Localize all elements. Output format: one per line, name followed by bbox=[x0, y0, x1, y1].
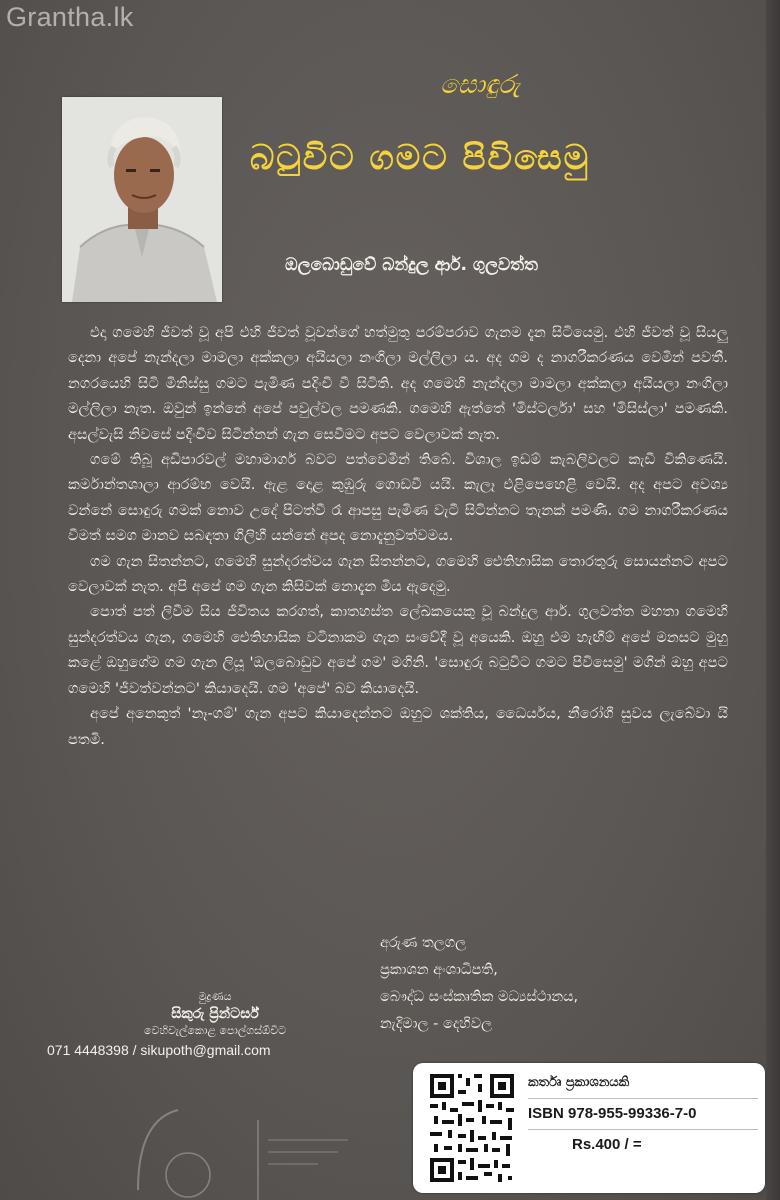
printer-contact: 071 4448398 / sikupoth@gmail.com bbox=[47, 1042, 271, 1058]
book-info bbox=[528, 1068, 758, 1160]
faint-stamp-logo bbox=[118, 1080, 418, 1200]
isbn: ISBN 978-955-99336-7-0 bbox=[528, 1105, 697, 1122]
blurb-paragraph: පොත් පත් ලිවීම සිය ජීවිතය කරගත්, කාතහස්ත ලේඛකයෙකු වූ බන්දුල ආර්. ගුලවත්ත මහතා ගමෙහි සුන්දරත්වය ගැන, ගමෙහි ඓතිහාසික වටිනාකම ගැන සංවේදී වූ අයෙකි. ඔහු එම හැඟීම් අපේ මනසට මුහු කළේ ඔහුගේම ගම ගැන ලියූ 'ඔලබොඩුව අපේ ගම' මගිනි. 'සොඳුරු බටුවිට ගමට පිවිසෙමු' මගින් ඔහු අපට ගමෙහි 'ජීවත්වන්නට' කියාදෙයි. ගම 'අපේ' බව කියාදෙයි. bbox=[68, 603, 728, 697]
book-title: බටුවිට ගමට පිවිසෙමු bbox=[250, 138, 591, 178]
signoff bbox=[380, 930, 578, 1038]
blurb bbox=[68, 320, 728, 752]
blurb-paragraph: ගමේ තිබූ අඩිපාරවල් මහාමාර්ග බවට පත්වෙමින් තිබේ. විශාල ඉඩම් කැබලිවලට කැඩී විකිණෙයි. කර්මාන්තශාලා ආරම්භ වෙයි. ඇළ දොළ කුඹුරු ගොඩවී යයි. කැලෑ එළිපෙහෙළි වෙයි. අද අපට අවශ්‍ය වන්නේ සොඳුරු ගමක් නොව උදේ පිටත්වී රෑ ආපසු පැමිණ වැටී සිටින්නට තැනක් පමණි. ගම නාගරීකරණය වීමත් සමග මානව සබඳතා ගිලිහී යන්නේ අපද නොදැනුවත්වමය. bbox=[68, 451, 728, 545]
signoff-title: ප්‍රකාශන අංශාධිපති, bbox=[380, 962, 498, 978]
spine-edge bbox=[766, 0, 780, 1200]
signoff-location: නැදිමාල - දෙහිවල bbox=[380, 1016, 493, 1032]
printer-info bbox=[45, 990, 385, 1058]
publisher-label: කර්තෘ ප්‍රකාශනයකි bbox=[528, 1075, 630, 1090]
blurb-paragraph: එදා ගමෙහි ජීවත් වූ අපි එහි ජීවත් වූවන්ගේ හත්මුතු පරම්පරාව ගැනම දැන සිටියෙමු. එහි ජීවත් වූ සියලු දෙනා අපේ නැන්දලා මාමලා අක්කලා අයියලා නංගිලා මල්ලිලා ය. අද ගම ද නාගරීකරණය වෙමින් පවතී. නගරයෙහි සිටි මිනිස්සු ගමට පැමිණ පදිංචි වී සිටිති. අද ගමෙහි නැන්දලා මාමලා අක්කලා අයියලා නංගිලා මල්ලිලා නැත. ඔවුන් ඉන්නේ අපේ පවුල්වල පමණකි. ගමෙහි ඇත්තේ 'මිස්ටර්ලා' සහ 'මිසිස්ලා' පමණකි. අසල්වැසි නිවසේ පදිංචිව සිටින්නන් ගැන සෙවීමට අපට වෙලාවක් නැත. bbox=[68, 324, 728, 443]
author-name: ඔලබොඩුවේ බන්දුල ආර්. ගුලවත්ත bbox=[285, 255, 538, 275]
signoff-organization: බෞද්ධ සංස්කෘතික මධ්‍යස්ථානය, bbox=[380, 989, 579, 1005]
qr-code-icon bbox=[428, 1072, 516, 1184]
watermark: Grantha.lk bbox=[6, 2, 134, 32]
printer-name: සිකුරු ප්‍රින්ටර්ස් bbox=[171, 1006, 259, 1022]
price: Rs.400 / = bbox=[572, 1136, 642, 1153]
signoff-name: අරුණ තලගල bbox=[380, 935, 467, 951]
printer-address: වෙහිවැල්කොළ පොල්ගස්ඕවිට bbox=[143, 1024, 287, 1037]
book-title-small: සොඳුරු bbox=[440, 70, 520, 100]
blurb-paragraph: ගම ගැන සිතන්නට, ගමෙහි සුන්දරත්වය ගැන සිතන්නට, ගමෙහි ඓතිහාසික තොරතුරු සොයන්නට අපට වෙලාවක් නැත. අපි අපේ ගම ගැන කිසිවක් නොදැන මිය ඇදෙමු. bbox=[68, 552, 728, 596]
printer-label: මුද්‍රණය bbox=[198, 990, 232, 1003]
blurb-paragraph: අපේ අනෙකුත් 'නෑ-ගම්' ගැන අපට කියාදෙන්නට ඔහුට ශක්තිය, ධෛර්යය, නීරෝගී සුවය ලැබේවා යි පතමි. bbox=[68, 705, 728, 748]
author-photo bbox=[62, 97, 222, 302]
